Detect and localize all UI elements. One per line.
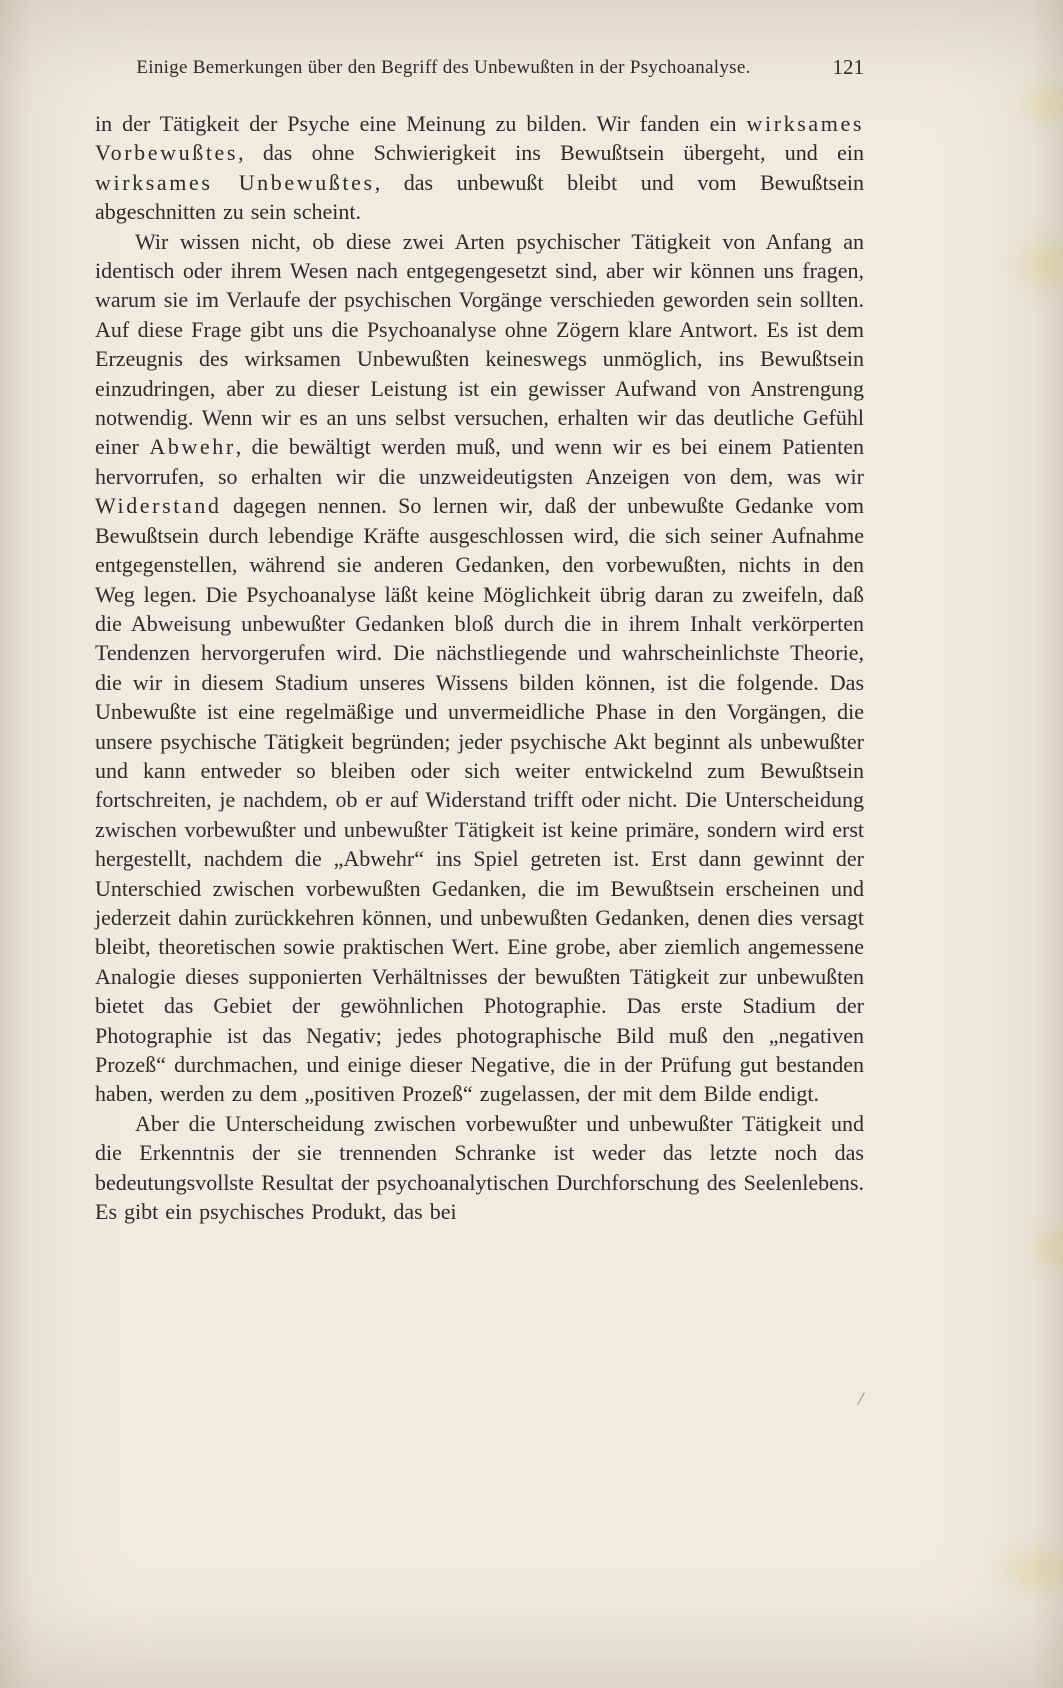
paragraph-3 (95, 1109, 864, 1227)
body-text: Aber die Unterscheidung zwischen vorbewußter und unbewußter Tätigkeit und die Erkenntnis der sie trennenden Schranke ist weder das letzte noch das bedeutungsvollste Resultat der psychoanalytischen Durchforschung des Seelenlebens. Es gibt ein psychisches Produkt, das bei (95, 1110, 864, 1225)
scan-stain (1021, 1222, 1063, 1274)
body-text: , das unbewußt bleibt und vom Bewußtsein abgeschnitten zu sein scheint. (95, 169, 864, 225)
running-title: Einige Bemerkungen über den Begriff des Unbewußten in der Psychoanalyse. (136, 57, 751, 78)
body-text: dagegen nennen. So lernen wir, daß der unbewußte Gedanke vom Bewußtsein durch lebendige Kräfte ausgeschlossen wird, die sich seiner Aufnahme entgegenstellen, während sie anderen Gedanken, den vorbewußten, nichts in den Weg legen. Die Psychoanalyse läßt keine Möglichkeit übrig daran zu zweifeln, daß die Abweisung unbewußter Gedanken bloß durch die in ihrem Inhalt verkörperten Tendenzen hervorgerufen wird. Die nächstliegende und wahrscheinlichste Theorie, die wir in diesem Stadium unseres Wissens bilden können, ist die folgende. Das Unbewußte ist eine regelmäßige und unvermeidliche Phase in den Vorgängen, die unsere psychische Tätigkeit begründen; jeder psychische Akt beginnt als unbewußter und kann entweder so bleiben oder sich weiter entwickelnd zum Bewußtsein fortschreiten, je nachdem, ob er auf Widerstand trifft oder nicht. Die Unterscheidung zwischen vorbewußter und unbewußter Tätigkeit ist keine primäre, sondern wird erst hergestellt, nachdem die „Abwehr“ ins Spiel getreten ist. Erst dann gewinnt der Unterschied zwischen vorbewußten Gedanken, die im Bewußtsein erscheinen und jederzeit dahin zurückkehren können, und unbewußten Gedanken, denen dies versagt bleibt, theoretischen sowie praktischen Wert. Eine grobe, aber ziemlich angemessene Analogie dieses supponierten Verhältnisses der bewußten Tätigkeit zur unbewußten bietet das Gebiet der gewöhnlichen Photographie. Das erste Stadium der Photographie ist das Negativ; jedes photographische Bild muß den „negativen Prozeß“ durchmachen, und einige dieser Negative, die in der Prüfung gut bestanden haben, werden zu dem „positiven Prozeß“ zugelassen, der mit dem Bilde endigt. (95, 493, 864, 1107)
body-text: , die bewältigt werden muß, und wenn wir es bei einem Patienten hervorrufen, so erhalten wir die unzweideutigsten Anzeigen von dem, was wir (95, 434, 865, 489)
scan-stain (1005, 228, 1063, 302)
scan-stain (991, 1538, 1063, 1602)
paragraph-2 (95, 227, 864, 1109)
body-text: Wir wissen nicht, ob diese zwei Arten psychischer Tätigkeit von Anfang an identisch oder ihrem Wesen nach entgegengesetzt sind, aber wir können uns fragen, warum sie im Verlaufe der psychischen Vorgänge verschieden geworden sein sollten. Auf diese Frage gibt uns die Psychoanalyse ohne Zögern klare Antwort. Es ist dem Erzeugnis des wirksamen Unbewußten keineswegs unmöglich, ins Bewußtsein einzudringen, aber zu dieser Leistung ist ein gewisser Aufwand von Anstrengung notwendig. Wenn wir es an uns selbst versuchen, erhalten wir das deutliche Gefühl einer (95, 228, 864, 460)
emphasized-text: wirksames Vorbewußtes (95, 111, 864, 166)
paragraph-1 (95, 109, 864, 227)
body-text: in der Tätigkeit der Psyche eine Meinung zu bilden. Wir fanden ein (95, 111, 747, 136)
stray-mark: / (856, 1387, 866, 1411)
page-number: 121 (832, 55, 864, 79)
page-header (95, 57, 864, 87)
emphasized-text: Widerstand (95, 493, 222, 519)
body-text: , das ohne Schwierigkeit ins Bewußtsein übergeht, und ein (238, 140, 864, 166)
emphasized-text: Abwehr (149, 434, 236, 460)
emphasized-text: wirksames Unbewußtes (95, 169, 375, 195)
page-body (95, 109, 864, 1226)
scan-stain (1013, 78, 1063, 130)
